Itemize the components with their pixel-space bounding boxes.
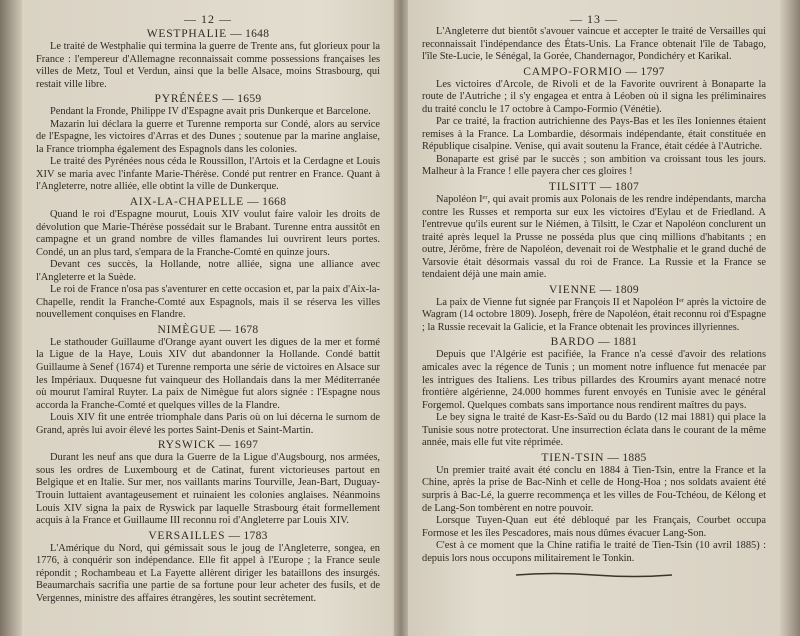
- treaty-name: VIENNE: [549, 283, 597, 296]
- section-heading: [36, 529, 380, 543]
- body-paragraph: Pendant la Fronde, Philippe IV d'Espagne avait pris Dunkerque et Barcelone.: [50, 106, 371, 118]
- treaty-name: TIEN-TSIN: [541, 451, 605, 464]
- treaty-year: — 1797: [625, 65, 665, 78]
- treaty-name: VERSAILLES: [148, 529, 226, 542]
- body-paragraph: La paix de Vienne fut signée par François II et Napoléon Iᵉʳ après la victoire de Wagram (14 octobre 1809). Joseph, frère de Napoléon, était reconnu roi d'Espagne ; la Russie recevait la Galicie, et la France obtenait les provinces illyriennes.: [422, 296, 766, 333]
- body-paragraph: L'Amérique du Nord, qui gémissait sous le joug de l'Angleterre, songea, en 1776, à conquérir son indépendance. Elle fit appel à l'Europe ; la France seule répondit ; Rochambeau et La Fayette allèrent diriger les bataillons des insurgés. Beaumarchais sacrifia une partie de sa fortune pour leur acheter des fusils, et de Vergennes, ministre des affaires étrangères, les soutint secrètement.: [36, 542, 380, 604]
- treaty-name: NIMÈGUE: [157, 323, 217, 336]
- page-number: — 12 —: [184, 12, 232, 26]
- page-number: — 13 —: [570, 12, 618, 26]
- section-heading: [422, 335, 766, 349]
- body-paragraph: Napoléon Iᵉʳ, qui avait promis aux Polonais de les rendre indépendants, marcha contre les Russes et remporta sur eux les victoires d'Eylau et de Friedland. A l'entrevue qu'ils eurent sur le Niémen, à Tilsitt, le Czar et Napoléon conclurent un traité après lequel la Prusse ne posséda plus que cinq millions d'habitants ; en outre, Jérôme, frère de Napoléon, devenait roi de Westphalie et le grand duché de Varsovie était désormais vassal du roi de France. La Russie et la France se tendaient déjà une main amie.: [422, 194, 766, 281]
- treaty-year: — 1668: [247, 196, 287, 209]
- section-heading: [422, 451, 766, 465]
- right-page: [408, 0, 780, 636]
- left-page: [22, 0, 394, 636]
- treaty-year: — 1659: [222, 93, 262, 106]
- body-paragraph: C'est à ce moment que la Chine ratifia le traité de Tien-Tsin (10 avril 1885) : depuis lors nous occupons militairement le Tonkin.: [422, 540, 766, 564]
- body-paragraph: Le stathouder Guillaume d'Orange ayant ouvert les digues de la mer et formé la Ligue de la Haye, Louis XIV dut abandonner la Hollande. Condé battit Guillaume à Senef (1674) et Turenne remporta une série de victoires en Alsace sur les Impériaux. Duquesne fut vainqueur des Hollandais dans la mer Méditerranée où mourut l'amiral Ruyter. La paix de Nimègue fut alors signée : l'Espagne nous accorda la Franche-Comté et quelques villes de la Flandre.: [36, 336, 380, 411]
- body-paragraph: Le traité de Westphalie qui termina la guerre de Trente ans, fut glorieux pour la France : l'empereur d'Allemagne reconnaissait comme possessions françaises les villes de Metz, Toul et Verdun, ainsi que la belle Alsace, moins Strasbourg, qui restait ville libre.: [36, 41, 380, 90]
- treaty-name: AIX-LA-CHAPELLE: [129, 196, 244, 209]
- treaty-name: PYRÉNÉES: [154, 93, 220, 106]
- treaty-year: — 1809: [599, 283, 639, 296]
- section-heading: [36, 195, 380, 209]
- treaty-name: BARDO: [550, 336, 595, 349]
- section-heading: [36, 323, 380, 337]
- body-paragraph: Mazarin lui déclara la guerre et Turenne remporta sur Condé, alors au service de l'Espagne, les victoires d'Arras et des Dunes ; soutenue par la marine anglaise, la France triompha également des Espagnols dans les colonies.: [36, 118, 380, 155]
- treaty-year: — 1648: [230, 28, 270, 40]
- section-heading: [422, 65, 766, 79]
- body-paragraph: Par ce traité, la fraction autrichienne des Pays-Bas et les îles Ioniennes étaient remises à la France. La Lombardie, désormais indépendante, était constituée en République cisalpine. Venise, qui avait soutenu la France, était cédée à l'Autriche.: [422, 116, 766, 153]
- section-heading: [36, 438, 380, 452]
- book-gutter: [394, 0, 408, 636]
- page-edge-left: [0, 0, 22, 636]
- treaty-year: — 1697: [219, 439, 259, 452]
- section-heading: [36, 92, 380, 106]
- body-paragraph: Quand le roi d'Espagne mourut, Louis XIV voulut faire valoir les droits de dévolution que Marie-Thérèse possédait sur le Brabant. Turenne entra aussitôt en campagne et un grand nombre de villes flamandes lui ouvrirent leurs portes. Condé, un an plus tard, s'empara de la Franche-Comté en quinze jours.: [36, 209, 380, 258]
- treaty-name: WESTPHALIE: [146, 28, 227, 40]
- treaty-name: TILSITT: [548, 181, 597, 194]
- body-paragraph: Lorsque Tuyen-Quan eut été débloqué par les Français, Courbet occupa Formose et les îles Pescadores, mais nous dûmes évacuer Lang-Son.: [422, 515, 766, 539]
- body-paragraph: L'Angleterre dut bientôt s'avouer vaincue et accepter le traité de Versailles qui reconnaissait l'indépendance des États-Unis. La France obtenait l'île de Tabago, l'île Ste-Lucie, le Sénégal, la Gorée, Chandernagor, Pondichéry et Karikal.: [422, 26, 766, 63]
- treaty-year: — 1885: [607, 451, 647, 464]
- body-paragraph: Les victoires d'Arcole, de Rivoli et de la Favorite ouvrirent à Bonaparte la route de l'Autriche ; il s'y engagea et entra à Léoben où il signa les préliminaires du traité conclu le 17 octobre à Campo-Formio (Vénétie).: [422, 78, 766, 115]
- treaty-year: — 1783: [228, 529, 268, 542]
- treaty-name: CAMPO-FORMIO: [523, 65, 623, 78]
- body-paragraph: Durant les neuf ans que dura la Guerre de la Ligue d'Augsbourg, nos armées, sous les ordres de Luxembourg et de Catinat, furent victorieuses partout en Belgique et en Italie. Sur mer, nos vaillants marins Tourville, Jean-Bart, Duguay-Trouin luttaient avantageusement et ruinaient les colonies anglaises. Néanmoins Louis XIV signa la paix de Ryswick par laquelle Strasbourg était formellement acquis à la France et Guillaume III reconnu roi d'Angleterre par Louis XIV.: [36, 452, 380, 527]
- page-edge-right: [780, 0, 800, 636]
- body-paragraph: Le roi de France n'osa pas s'aventurer en cette occasion et, par la paix d'Aix-la-Chapelle, rendit la Franche-Comté aux Espagnols, mais il se réserva les villes nouvellement conquises en Flandre.: [36, 284, 380, 321]
- body-paragraph: Depuis que l'Algérie est pacifiée, la France n'a cessé d'avoir des relations amicales avec la régence de Tunis ; un moment notre influence fut menacée par les intrigues des Italiens. Les tribus pillardes des Kroumirs ayant menacé notre frontière algérienne, 24.000 hommes furent envoyés en Tunisie avec le général Forgemol. Quelques combats sans importance nous rendirent maîtres du pays.: [422, 349, 766, 411]
- body-paragraph: Devant ces succès, la Hollande, notre alliée, signa une alliance avec l'Angleterre et la Suède.: [36, 259, 380, 283]
- body-paragraph: Le traité des Pyrénées nous céda le Roussillon, l'Artois et la Cerdagne et Louis XIV se maria avec l'infante Marie-Thérèse. Condé put rentrer en France. Quant à l'Angleterre, notre alliée, elle obtint la ville de Dunkerque.: [36, 156, 380, 193]
- treaty-year: — 1807: [599, 181, 640, 194]
- body-paragraph: Bonaparte est grisé par le succès ; son ambition va croissant tous les jours. Malheur à la France ! elle payera cher ces gloires !: [422, 153, 766, 178]
- section-heading: [36, 27, 380, 41]
- treaty-name: RYSWICK: [157, 439, 216, 452]
- body-paragraph: Un premier traité avait été conclu en 1884 à Tien-Tsin, entre la France et la Chine, après la prise de Bac-Ninh et celle de Hong-Hoa ; nos soldats avaient été surpris à Bac-Lé, la guerre recommença et les villes de Fou-Tchéou, de Kélong et de Lang-Son tombèrent en notre pouvoir.: [422, 464, 766, 514]
- treaty-year: — 1678: [219, 323, 259, 336]
- section-heading: [422, 283, 766, 297]
- body-paragraph: Louis XIV fit une entrée triomphale dans Paris où on lui décerna le surnom de Grand, après lui avoir élevé les portes Saint-Denis et Saint-Martin.: [36, 412, 380, 436]
- body-paragraph: Le bey signa le traité de Kasr-Es-Saïd ou du Bardo (12 mai 1881) qui place la Tunisie sous notre protectorat. Une insurrection éclata dans le courant de la même année, mais elle fut vite réprimée.: [422, 412, 766, 449]
- treaty-year: — 1881: [598, 336, 638, 349]
- section-heading: [422, 180, 766, 194]
- end-ornament-icon: [514, 571, 674, 579]
